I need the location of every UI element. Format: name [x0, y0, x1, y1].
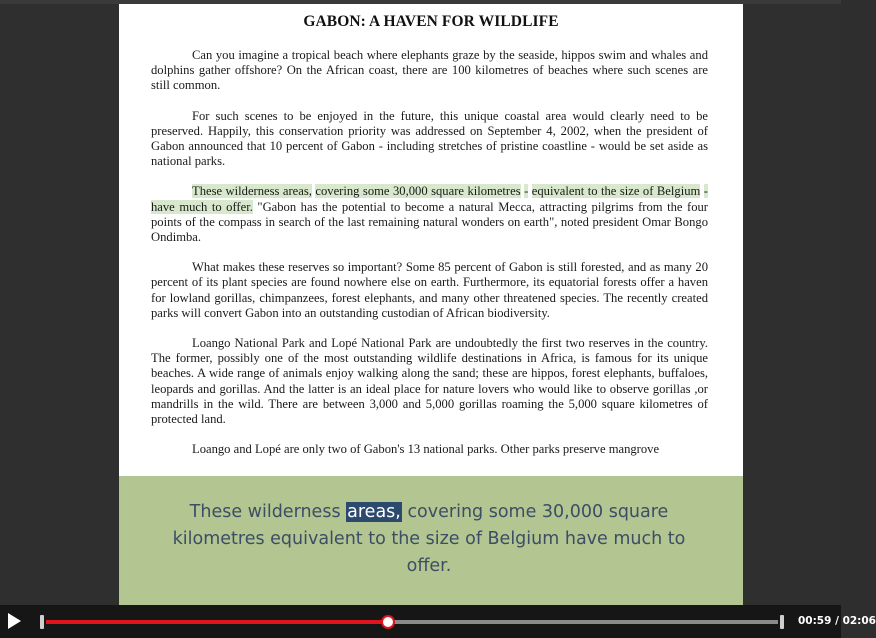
- paragraph-5: Loango National Park and Lopé National Park are undoubtedly the first two reserves in the country. The former, possibly one of the most outstanding wildlife destinations in Africa, is famous for its unique beaches. A wide range of animals enjoy walking along the sand; these are hippos, forest elephants, buffaloes, leopards and gorillas. And the latter is an ideal place for nature lovers who would like to observe gorillas ,or mandrills in the wild. There are between 3,000 and 5,000 gorillas roaming the 5,000 square kilometres of protected land.: [151, 336, 708, 427]
- paragraph-3: [151, 184, 708, 245]
- caption-before: These wilderness: [189, 502, 341, 522]
- document-body: [151, 48, 708, 472]
- seek-handle[interactable]: [381, 615, 395, 629]
- caption-panel: [119, 476, 743, 605]
- paragraph-4: What makes these reserves so important? Some 85 percent of Gabon is still forested, and as many 20 percent of its plant species are found nowhere else on earth. Furthermore, its equatorial forests offer a haven for lowland gorillas, chimpanzees, forest elephants, and many other threatened species. The recently created parks will convert Gabon into an outstanding custodian of African biodiversity.: [151, 260, 708, 320]
- seek-track[interactable]: [46, 620, 778, 624]
- paragraph-2: For such scenes to be enjoyed in the future, this unique coastal area would clearly need to be preserved. Happily, this conservation priority was addressed on September 4, 2002, when the president of Gabon announced that 10 percent of Gabon - including stretches of pristine coastline - would be set aside as national parks.: [151, 108, 708, 169]
- paragraph-3-rest: "Gabon has the potential to become a natural Mecca, attracting pilgrims from the four points of the compass in search of the last remaining natural wonders on earth", noted president Omar Bongo Ondimba.: [151, 199, 709, 245]
- highlighted-phrase: covering some 30,000 square kilometres: [315, 184, 521, 199]
- seek-progress-fill: [46, 620, 387, 624]
- highlighted-phrase: These wilderness areas,: [192, 184, 312, 199]
- highlighted-phrase: have much to offer.: [151, 199, 253, 214]
- play-icon: [4, 611, 24, 631]
- highlighted-dash: -: [703, 184, 708, 199]
- highlighted-dash: -: [524, 184, 529, 199]
- document-title: GABON: A HAVEN FOR WILDLIFE: [303, 13, 559, 30]
- document-page: [119, 4, 743, 605]
- paragraph-6: Loango and Lopé are only two of Gabon's 13 national parks. Other parks preserve mangrove: [192, 442, 660, 457]
- highlighted-phrase: equivalent to the size of Belgium: [531, 184, 701, 199]
- caption-text: [159, 499, 699, 580]
- seek-start-marker: [40, 615, 44, 629]
- caption-after: covering some 30,000 square kilometres equivalent to the size of Belgium have much to offer.: [172, 502, 686, 576]
- time-readout: 00:59 / 02:06: [798, 615, 876, 627]
- seek-bar[interactable]: [40, 615, 784, 629]
- paragraph-1: Can you imagine a tropical beach where elephants graze by the seaside, hippos swim and whales and dolphins gather offshore? On the African coast, there are 100 kilometres of beaches where such scenes are still common.: [151, 48, 708, 93]
- caption-active-word: areas,: [347, 502, 401, 522]
- player-controls: [0, 605, 876, 638]
- video-stage[interactable]: [0, 4, 841, 605]
- play-button[interactable]: [4, 611, 24, 631]
- seek-end-marker: [780, 615, 784, 629]
